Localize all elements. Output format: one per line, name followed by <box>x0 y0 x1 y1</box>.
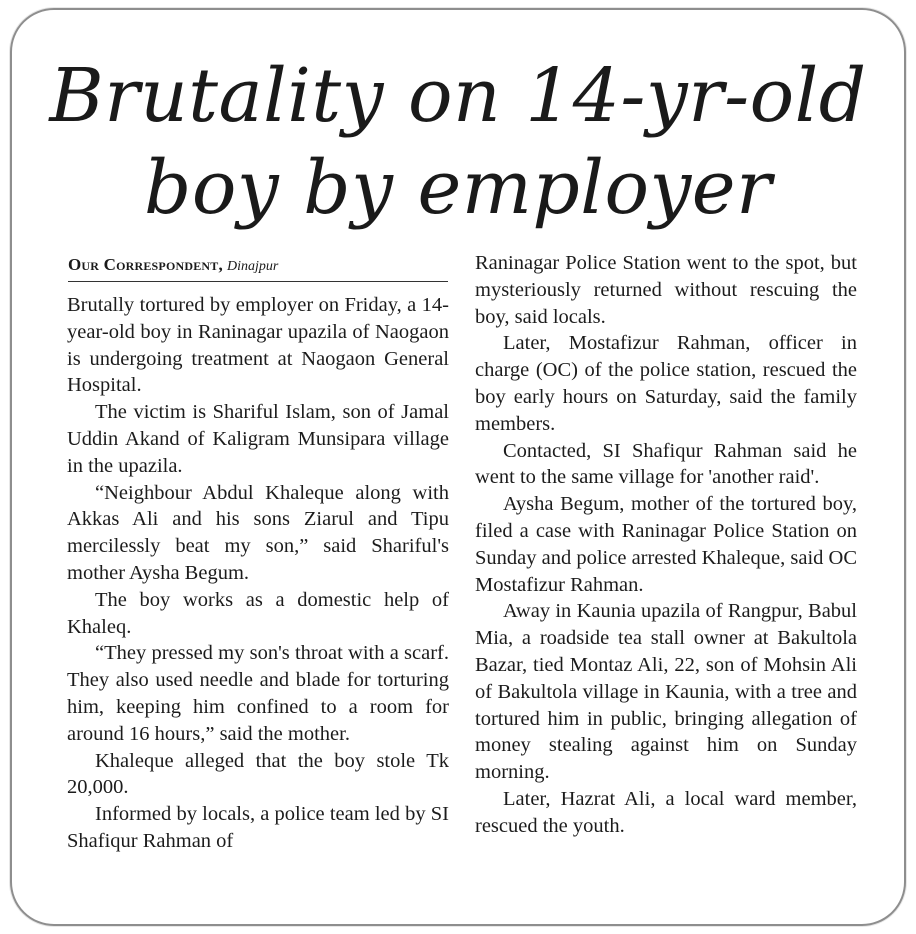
paragraph: Away in Kaunia upazila of Rangpur, Babul Mia, a roadside tea stall owner at Bakultola Bazar, tied Montaz Ali, 22, son of Mohsin Ali of Bakultola village in Kaunia, with a tree and tortured him in public, bringing allegation of money stealing against him on Sunday morning. <box>475 600 857 784</box>
headline-line-1: Brutality on 14-yr-old <box>49 53 867 139</box>
headline <box>12 50 904 234</box>
byline-place: Dinajpur <box>226 259 279 274</box>
paragraph: Khaleque alleged that the boy stole Tk 20,000. <box>67 749 449 799</box>
paragraph: “They pressed my son's throat with a scarf. They also used needle and blade for torturing him, keeping him confined to a room for around 16 hours,” said the mother. <box>67 642 449 745</box>
paragraph: Aysha Begum, mother of the tortured boy, filed a case with Raninagar Police Station on Sunday and police arrested Khaleque, said OC Mostafizur Rahman. <box>475 493 857 596</box>
headline-line-2: boy by employer <box>144 145 772 231</box>
newspaper-clipping <box>10 8 906 926</box>
paragraph: Later, Hazrat Ali, a local ward member, rescued the youth. <box>475 787 857 837</box>
article-column-left <box>67 292 449 855</box>
paragraph: Raninagar Police Station went to the spot, but mysteriously returned without rescuing the boy, said locals. <box>475 252 857 328</box>
paragraph: Brutally tortured by employer on Friday, a 14-year-old boy in Raninagar upazila of Naogaon is undergoing treatment at Naogaon General Hospital. <box>67 294 449 397</box>
paragraph: Contacted, SI Shafiqur Rahman said he went to the same village for 'another raid'. <box>475 439 857 489</box>
article-column-right <box>475 250 857 840</box>
paragraph: “Neighbour Abdul Khaleque along with Akkas Ali and his sons Ziarul and Tipu mercilessly beat my son,” said Shariful's mother Aysha Begum. <box>67 481 449 584</box>
paragraph: The boy works as a domestic help of Khaleq. <box>67 588 449 638</box>
paragraph: Informed by locals, a police team led by SI Shafiqur Rahman of <box>67 803 449 852</box>
paragraph: Later, Mostafizur Rahman, officer in charge (OC) of the police station, rescued the boy early hours on Saturday, said the family members. <box>475 332 857 435</box>
paragraph: The victim is Shariful Islam, son of Jamal Uddin Akand of Kaligram Munsipara village in the upazila. <box>67 401 449 477</box>
byline-author: Our Correspondent, <box>68 255 223 274</box>
byline <box>68 253 448 282</box>
